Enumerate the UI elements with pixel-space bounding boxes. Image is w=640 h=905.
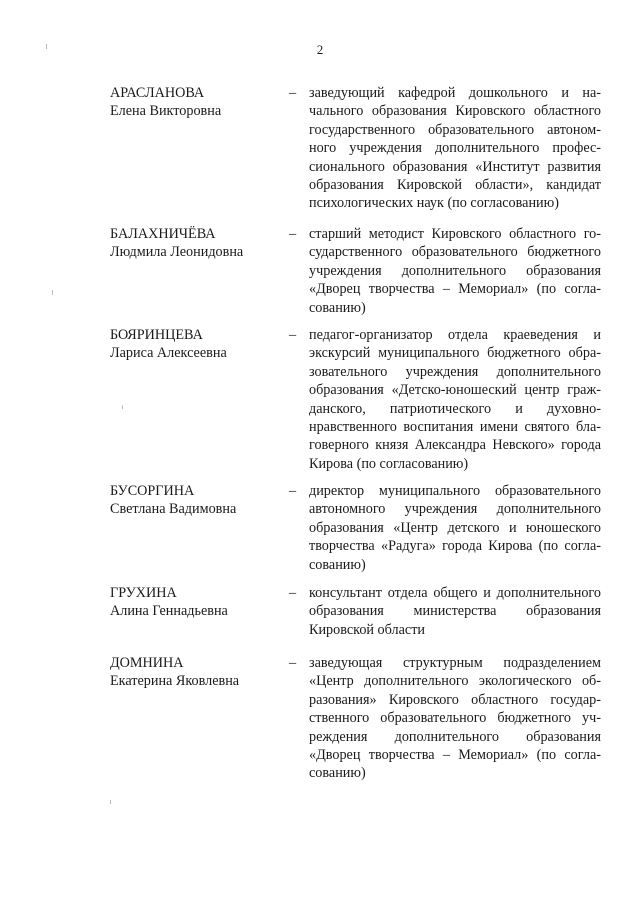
dash-separator: – bbox=[289, 327, 297, 343]
member-given-names: Светлана Вадимовна bbox=[110, 501, 237, 518]
member-given-names: Лариса Алексеевна bbox=[110, 345, 227, 362]
dash-separator: – bbox=[289, 483, 297, 499]
member-name bbox=[110, 584, 280, 621]
dash-separator: – bbox=[289, 655, 297, 671]
member-surname: АРАСЛАНОВА bbox=[110, 85, 205, 101]
member-description: консультант отдела общего и дополнительного образования министерства образования Кировской области bbox=[309, 585, 601, 638]
member-description: директор муниципального образовательного автономного учреждения дополнительного образования «Центр детского и юношеского творчества «Радуга» города Кирова (по согласованию) bbox=[309, 483, 601, 573]
dash-separator: – bbox=[289, 226, 297, 242]
scan-mark bbox=[110, 800, 111, 804]
dash-separator: – bbox=[289, 85, 297, 101]
member-surname: БОЯРИНЦЕВА bbox=[110, 327, 203, 343]
member-surname: ГРУХИНА bbox=[110, 585, 177, 601]
member-given-names: Елена Викторовна bbox=[110, 103, 222, 120]
member-name bbox=[110, 654, 280, 691]
member-surname: БАЛАХНИЧЁВА bbox=[110, 226, 216, 242]
member-name bbox=[110, 482, 280, 519]
member-description: заведующая структурным подразделением «Центр дополнительного экологического образования» Кировского областного государственного образовательного бюджетного учреждения дополнительного образования «Дворец творчества – Мемориал» (по согласованию) bbox=[309, 655, 601, 782]
member-name bbox=[110, 84, 280, 121]
member-given-names: Алина Геннадьевна bbox=[110, 603, 228, 620]
member-given-names: Екатерина Яковлевна bbox=[110, 673, 240, 690]
member-description: педагог-организатор отдела краеведения и экскурсий муниципального бюджетного образовательного учреждения дополнительного образования «Детско-юношеский центр гражданского, патриотического и духовно-нравственного воспитания имени святого благоверного князя Александра Невского» города Кирова (по согласованию) bbox=[309, 327, 601, 472]
page-number: 2 bbox=[316, 42, 324, 57]
dash-separator: – bbox=[289, 585, 297, 601]
member-description: заведующий кафедрой дошкольного и начального образования Кировского областного государственного образовательного автономного учреждения дополнительного профессионального образования «Институт развития образования Кировской области», кандидат психологических наук (по согласованию) bbox=[309, 85, 601, 212]
member-surname: ДОМНИНА bbox=[110, 655, 184, 671]
member-surname: БУСОРГИНА bbox=[110, 483, 195, 499]
member-name bbox=[110, 326, 280, 363]
member-description: старший методист Кировского областного государственного образовательного бюджетного учреждения дополнительного образования «Дворец творчества – Мемориал» (по согласованию) bbox=[309, 226, 601, 316]
scan-mark bbox=[122, 405, 123, 409]
scan-mark bbox=[46, 44, 47, 49]
member-name bbox=[110, 225, 280, 262]
member-given-names: Людмила Леонидовна bbox=[110, 244, 244, 261]
scan-mark bbox=[52, 290, 53, 295]
